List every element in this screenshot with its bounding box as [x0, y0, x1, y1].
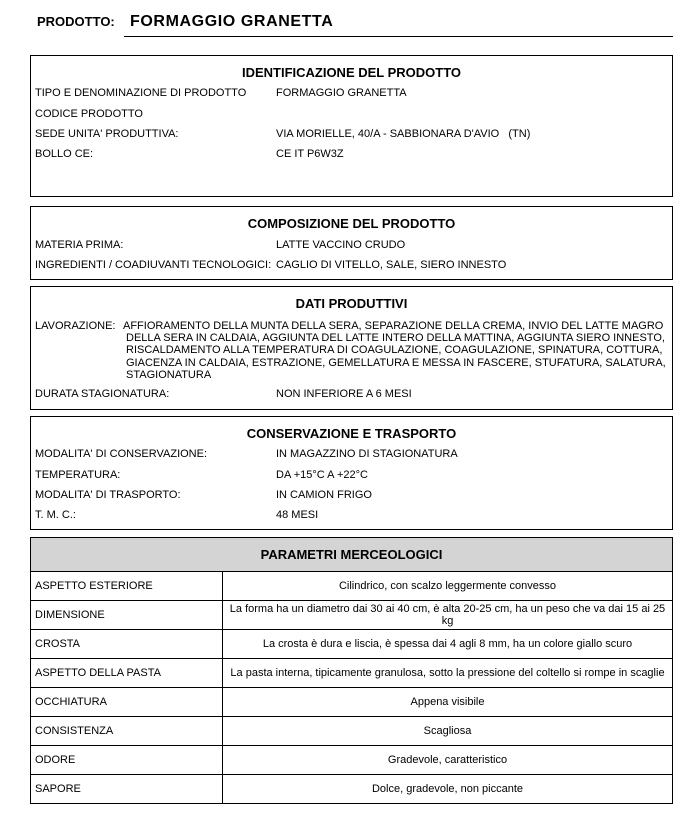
processing-line: DELLA SERA IN CALDAIA, AGGIUNTA DEL LATTE INTERO DELLA MATTINA, AGGIUNTA SIERO INNESTO,: [126, 332, 665, 345]
parameter-value: Scagliosa: [223, 717, 673, 746]
composition-section: [30, 206, 673, 280]
table-row: [31, 775, 673, 804]
header-underline: [124, 36, 673, 37]
identification-title: IDENTIFICAZIONE DEL PRODOTTO: [241, 65, 462, 80]
parameters-table: [30, 537, 673, 804]
processing-line: GIACENZA IN CALDAIA, ESTRAZIONE, GEMELLATURA E MESSA IN FASCERE, STUFATURA, SALATURA,: [126, 356, 666, 369]
parameter-value: Cilindrico, con scalzo leggermente convesso: [223, 572, 673, 601]
transport-label: MODALITA' DI TRASPORTO:: [35, 489, 181, 501]
table-row: [31, 659, 673, 688]
code-label: CODICE PRODOTTO: [35, 108, 143, 120]
parameter-value: Gradevole, caratteristico: [223, 746, 673, 775]
parameter-label: CONSISTENZA: [31, 717, 223, 746]
type-label: TIPO E DENOMINAZIONE DI PRODOTTO: [35, 87, 247, 99]
raw-material-value: LATTE VACCINO CRUDO: [276, 239, 406, 251]
transport-value: IN CAMION FRIGO: [276, 489, 372, 501]
production-title: DATI PRODUTTIVI: [295, 296, 408, 311]
parameter-value: Appena visibile: [223, 688, 673, 717]
composition-title: COMPOSIZIONE DEL PRODOTTO: [247, 216, 456, 231]
production-section: [30, 286, 673, 410]
type-value: FORMAGGIO GRANETTA: [276, 87, 407, 99]
parameter-label: SAPORE: [31, 775, 223, 804]
aging-label: DURATA STAGIONATURA:: [35, 388, 170, 400]
table-row: [31, 572, 673, 601]
product-name: FORMAGGIO GRANETTA: [130, 13, 334, 30]
shelf-life-label: T. M. C.:: [35, 509, 76, 521]
parameter-label: ASPETTO DELLA PASTA: [31, 659, 223, 688]
table-row: [31, 601, 673, 630]
processing-label: LAVORAZIONE:: [35, 320, 116, 332]
storage-mode-value: IN MAGAZZINO DI STAGIONATURA: [276, 448, 458, 460]
storage-title: CONSERVAZIONE E TRASPORTO: [246, 426, 457, 441]
parameter-value: La crosta è dura e liscia, è spessa dai 4 agli 8 mm, ha un colore giallo scuro: [223, 630, 673, 659]
parameter-label: ODORE: [31, 746, 223, 775]
processing-line: AFFIORAMENTO DELLA MUNTA DELLA SERA, SEPARAZIONE DELLA CREMA, INVIO DEL LATTE MAGRO: [123, 320, 664, 332]
temperature-value: DA +15°C A +22°C: [276, 469, 368, 481]
site-label: SEDE UNITA' PRODUTTIVA:: [35, 128, 179, 140]
parameter-label: DIMENSIONE: [31, 601, 223, 630]
processing-text: [123, 320, 668, 381]
storage-mode-label: MODALITA' DI CONSERVAZIONE:: [35, 448, 208, 460]
product-label: PRODOTTO:: [37, 14, 115, 29]
processing-line: STAGIONATURA: [126, 368, 212, 381]
parameters-title: PARAMETRI MERCEOLOGICI: [31, 538, 673, 572]
storage-section: [30, 416, 673, 530]
table-row: [31, 630, 673, 659]
identification-section: [30, 55, 673, 197]
table-row: [31, 688, 673, 717]
aging-value: NON INFERIORE A 6 MESI: [276, 388, 412, 400]
processing-line: RISCALDAMENTO ALLA TEMPERATURA DI COAGULAZIONE, COAGULAZIONE, SPINATURA, COTTURA,: [126, 344, 663, 357]
ingredients-label: INGREDIENTI / COADIUVANTI TECNOLOGICI:: [35, 259, 272, 271]
table-row: [31, 746, 673, 775]
temperature-label: TEMPERATURA:: [35, 469, 121, 481]
parameter-value: La forma ha un diametro dai 30 ai 40 cm, è alta 20-25 cm, ha un peso che va dai 15 ai 25 kg: [223, 601, 673, 630]
parameter-value: Dolce, gradevole, non piccante: [223, 775, 673, 804]
raw-material-label: MATERIA PRIMA:: [35, 239, 124, 251]
parameter-value: La pasta interna, tipicamente granulosa, sotto la pressione del coltello si rompe in scaglie: [223, 659, 673, 688]
stamp-label: BOLLO CE:: [35, 148, 94, 160]
table-row: [31, 717, 673, 746]
parameter-label: ASPETTO ESTERIORE: [31, 572, 223, 601]
parameter-label: OCCHIATURA: [31, 688, 223, 717]
parameter-label: CROSTA: [31, 630, 223, 659]
stamp-value: CE IT P6W3Z: [276, 148, 344, 160]
ingredients-value: CAGLIO DI VITELLO, SALE, SIERO INNESTO: [276, 259, 507, 271]
shelf-life-value: 48 MESI: [276, 509, 319, 521]
site-value: VIA MORIELLE, 40/A - SABBIONARA D'AVIO (TN): [276, 128, 531, 140]
